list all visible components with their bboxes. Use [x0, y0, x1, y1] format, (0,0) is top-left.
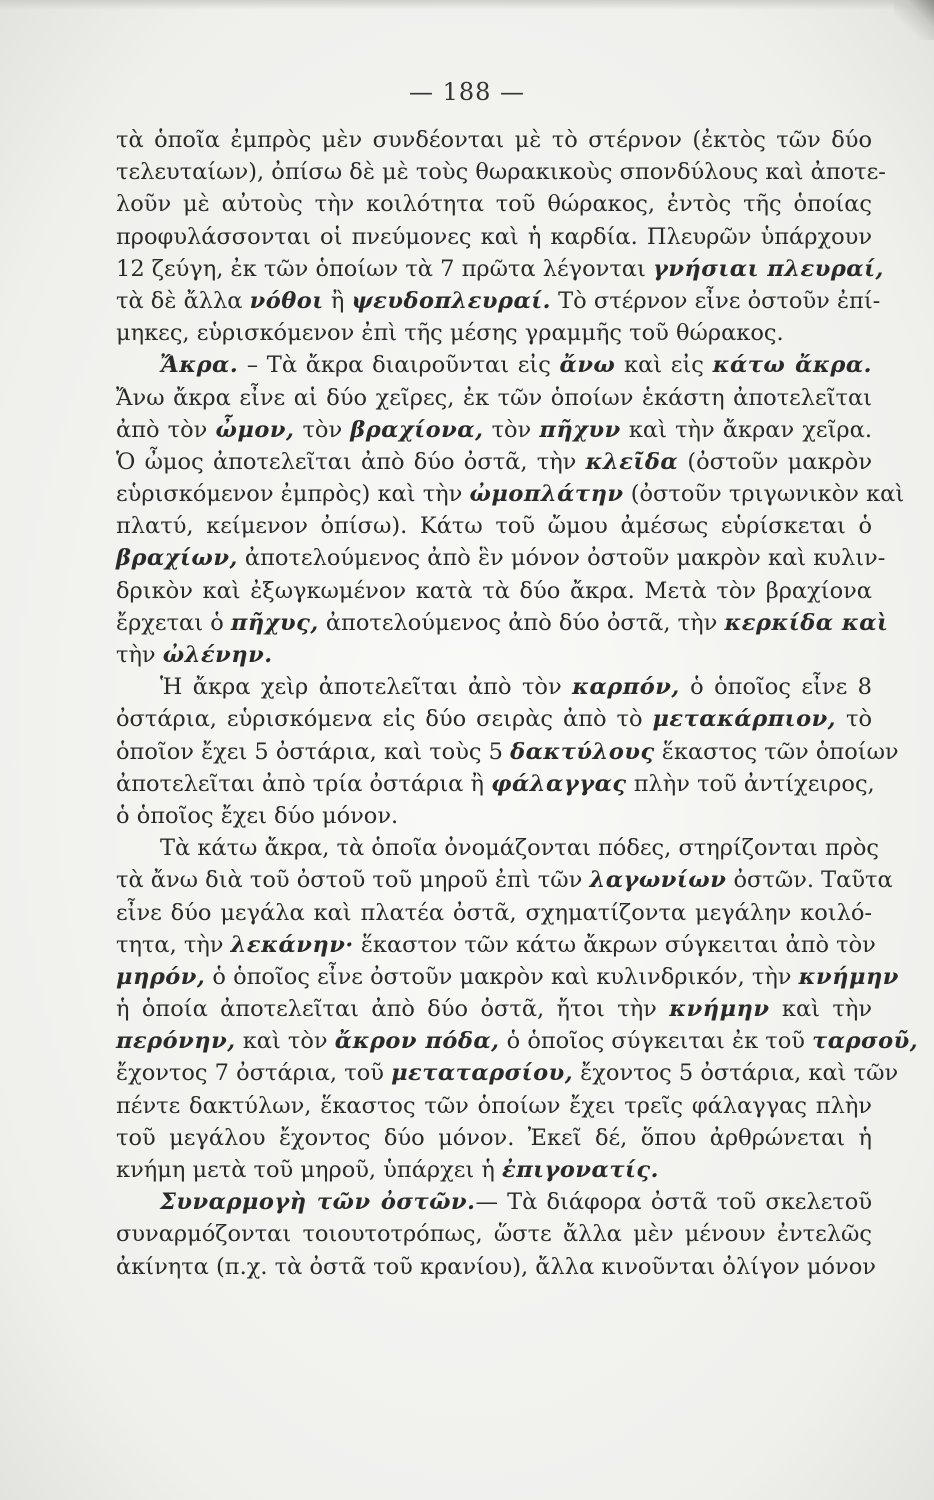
- text-run: τὸν: [483, 416, 540, 443]
- text-line: [116, 253, 884, 285]
- text-run: ὁποῖον ἔχει 5 ὀστάρια, καὶ τοὺς 5: [116, 738, 511, 765]
- emphasized-term: πῆχυν: [539, 416, 621, 443]
- text-line: [116, 993, 872, 1025]
- text-line: [116, 1090, 872, 1122]
- text-run: ἀπὸ τὸν: [116, 416, 216, 443]
- emphasized-term: Συναρμογὴ τῶν ὀστῶν.: [160, 1189, 476, 1216]
- text-line: [116, 478, 905, 510]
- text-run: (ὀστοῦν τριγωνικὸν καὶ: [623, 481, 905, 508]
- text-run: ἕκαστον τῶν κάτω ἄκρων σύγκειται ἀπὸ τὸν: [353, 931, 876, 958]
- text-run: τὰ ἄνω διὰ τοῦ ὀστοῦ τοῦ μηροῦ ἐπὶ τῶν: [116, 867, 590, 894]
- text-run: ὁ ὁποῖος ἔχει δύο μόνον.: [116, 802, 399, 829]
- text-run: ἡ ὁποία ἀποτελεῖται ἀπὸ δύο ὀστᾶ, ἤτοι τὴν: [116, 996, 670, 1023]
- text-run: τὸ: [836, 706, 872, 733]
- text-line: [116, 510, 872, 542]
- emphasized-term: πῆχυς,: [230, 609, 319, 636]
- text-run: ἀποτελούμενος ἀπὸ δύο ὀστᾶ, τὴν: [318, 609, 725, 636]
- page-corner-fold: [894, 0, 934, 40]
- text-run: τητα, τὴν: [116, 931, 231, 958]
- text-run: 12 ζεύγη, ἐκ τῶν ὁποίων τὰ 7 πρῶτα λέγονται: [116, 255, 653, 282]
- emphasized-term: γνήσιαι πλευραί,: [652, 255, 884, 282]
- emphasized-term: ἄκρον πόδα,: [334, 1028, 500, 1055]
- text-run: ὁ ὁποῖος εἶνε 8: [679, 674, 872, 701]
- text-run: ὁ ὁποῖος σύγκειται ἐκ τοῦ: [499, 1028, 813, 1055]
- text-line: [116, 768, 875, 800]
- text-run: προφυλάσσονται οἱ πνεύμονες καὶ ἡ καρδία. Πλευρῶν ὑπάρχουν: [116, 223, 872, 250]
- emphasized-term: ὦμον,: [215, 416, 295, 443]
- emphasized-term: φάλαγγας: [491, 770, 627, 797]
- page-number: — 188 —: [408, 78, 526, 106]
- text-line: [116, 124, 872, 156]
- body-text: [116, 124, 919, 1283]
- emphasized-term: καρπόν,: [572, 674, 680, 701]
- text-line: [116, 607, 889, 639]
- text-run: ἀποτελούμενος ἀπὸ ἓν μόνον ὀστοῦν μακρὸν καὶ κυλιν-: [237, 545, 886, 572]
- text-run: ὁ ὁποῖος εἶνε ὀστοῦν μακρὸν καὶ κυλινδρικόν, τὴν: [205, 963, 799, 990]
- text-run: τελευταίων), ὀπίσω δὲ μὲ τοὺς θωρακικοὺς σπονδύλους καὶ ἀποτε-: [116, 159, 886, 186]
- emphasized-term: λεκάνην·: [230, 931, 354, 958]
- text-line: [116, 188, 872, 220]
- text-run: Ἡ ἄκρα χεὶρ ἀποτελεῖται ἀπὸ τὸν: [160, 674, 573, 701]
- text-run: πλὴν τοῦ ἀντίχειρος,: [626, 770, 875, 797]
- emphasized-term: ψευδοπλευραί.: [351, 287, 551, 314]
- text-run: εἶνε δύο μεγάλα καὶ πλατέα ὀστᾶ, σχηματίζοντα μεγάλην κοιλό-: [116, 899, 872, 926]
- text-line: [116, 671, 872, 703]
- emphasized-term: κάτω ἄκρα.: [712, 352, 872, 379]
- text-run: ἔχοντος 5 ὀστάρια, καὶ τῶν: [573, 1060, 899, 1087]
- text-line: [116, 285, 881, 317]
- text-line: [116, 1251, 876, 1283]
- text-run: εὑρισκόμενον ἐμπρὸς) καὶ τὴν: [116, 481, 470, 508]
- text-line: [116, 961, 899, 993]
- emphasized-term: μεταταρσίου,: [391, 1060, 574, 1087]
- emphasized-term: ἐπιγονατίς.: [502, 1157, 659, 1183]
- text-run: ἕκαστος τῶν ὁποίων: [654, 738, 899, 765]
- text-run: τοῦ μεγάλου ἔχοντος δύο μόνον. Ἐκεῖ δέ, ὅπου ἀρθρώνεται ἡ: [116, 1124, 872, 1151]
- text-run: καὶ εἰς: [615, 352, 713, 379]
- emphasized-term: βραχίονα,: [350, 416, 484, 443]
- emphasized-term: περόνην,: [116, 1028, 236, 1055]
- text-run: (ὀστοῦν μακρὸν: [678, 448, 872, 475]
- emphasized-term: μηρόν,: [116, 963, 206, 990]
- text-run: – Τὰ ἄκρα διαιροῦνται εἰς: [238, 352, 560, 379]
- page-top-shadow: [0, 0, 934, 10]
- emphasized-term: κνήμην: [798, 963, 899, 990]
- text-run: λοῦν μὲ αὐτοὺς τὴν κοιλότητα τοῦ θώρακος, ἐντὸς τῆς ὁποίας: [116, 191, 872, 218]
- emphasized-term: κνήμην: [669, 996, 770, 1023]
- text-run: πέντε δακτύλων, ἕκαστος τῶν ὁποίων ἔχει τρεῖς φάλαγγας πλὴν: [116, 1092, 872, 1119]
- text-line: [116, 703, 872, 735]
- text-line: [116, 1186, 872, 1218]
- text-run: ἢ: [323, 287, 352, 314]
- text-line: [116, 736, 899, 768]
- text-line: [116, 800, 872, 832]
- text-run: Ἄνω ἄκρα εἶνε αἱ δύο χεῖρες, ἐκ τῶν ὁποίων ἑκάστη ἀποτελεῖται: [116, 384, 872, 411]
- text-line: [116, 156, 886, 188]
- emphasized-term: κερκίδα καὶ: [724, 609, 889, 636]
- text-run: μηκες, εὑρισκόμενον ἐπὶ τῆς μέσης γραμμῆς τοῦ θώρακος.: [116, 320, 784, 347]
- text-run: τὴν: [116, 642, 163, 668]
- text-run: συναρμόζονται τοιουτοτρόπως, ὥστε ἄλλα μὲν μένουν ἐντελῶς: [116, 1221, 872, 1248]
- text-run: ἔχοντος 7 ὀστάρια, τοῦ: [116, 1060, 392, 1087]
- text-line: [116, 382, 872, 414]
- text-line: [116, 897, 872, 929]
- text-run: ἀκίνητα (π.χ. τὰ ὀστᾶ τοῦ κρανίου), ἄλλα κινοῦνται ὀλίγον μόνον: [116, 1253, 876, 1280]
- emphasized-term: βραχίων,: [116, 545, 238, 572]
- text-run: Τὸ στέρνον εἶνε ὀστοῦν ἐπί-: [551, 287, 881, 314]
- emphasized-term: ἄνω: [559, 352, 616, 379]
- text-line: [116, 542, 886, 574]
- text-run: — Τὰ διάφορα ὀστᾶ τοῦ σκελετοῦ: [475, 1189, 872, 1216]
- text-line: [116, 414, 872, 446]
- emphasized-term: Ἄκρα.: [160, 352, 239, 379]
- text-run: τὰ δὲ ἄλλα: [116, 287, 250, 314]
- text-line: [116, 1154, 872, 1186]
- text-line: [116, 221, 872, 253]
- text-run: ἀποτελεῖται ἀπὸ τρία ὀστάρια ἢ: [116, 770, 492, 797]
- text-run: πλατύ, κείμενον ὀπίσω). Κάτω τοῦ ὤμου ἀμέσως εὑρίσκεται ὁ: [116, 513, 872, 540]
- emphasized-term: κλεῖδα: [585, 448, 679, 475]
- emphasized-term: μετακάρπιον,: [652, 706, 837, 733]
- text-run: καὶ τὸν: [235, 1028, 335, 1055]
- text-line: [116, 575, 872, 607]
- text-run: κνήμη μετὰ τοῦ μηροῦ, ὑπάρχει ἡ: [116, 1157, 503, 1183]
- text-run: τὸν: [294, 416, 351, 443]
- text-line: [116, 1057, 899, 1089]
- emphasized-term: νόθοι: [249, 287, 324, 314]
- text-line: [116, 832, 879, 864]
- text-line: [116, 317, 872, 349]
- text-line: [116, 1025, 919, 1057]
- text-line: [116, 929, 876, 961]
- text-run: ὀστῶν. Ταῦτα: [726, 867, 893, 894]
- text-run: ὀστάρια, εὑρισκόμενα εἰς δύο σειρὰς ἀπὸ τὸ: [116, 706, 653, 733]
- text-run: ἔρχεται ὁ: [116, 609, 231, 636]
- text-line: [116, 1218, 872, 1250]
- text-line: [116, 349, 872, 381]
- emphasized-term: ὠμοπλάτην: [469, 481, 624, 508]
- text-line: [116, 1122, 872, 1154]
- text-run: τὰ ὁποῖα ἐμπρὸς μὲν συνδέονται μὲ τὸ στέρνον (ἐκτὸς τῶν δύο: [116, 127, 872, 153]
- text-line: [116, 446, 872, 478]
- text-run: Τὰ κάτω ἄκρα, τὰ ὁποῖα ὀνομάζονται πόδες, στηρίζονται πρὸς: [160, 835, 879, 862]
- text-run: Ὁ ὦμος ἀποτελεῖται ἀπὸ δύο ὀστᾶ, τὴν: [116, 448, 586, 475]
- text-run: καὶ τὴν ἄκραν χεῖρα.: [620, 416, 872, 443]
- emphasized-term: ὠλένην.: [162, 642, 273, 668]
- emphasized-term: δακτύλους: [510, 738, 655, 765]
- text-run: καὶ τὴν: [769, 996, 872, 1023]
- emphasized-term: λαγωνίων: [589, 867, 727, 894]
- emphasized-term: ταρσοῦ,: [812, 1028, 919, 1055]
- text-line: [116, 864, 893, 896]
- text-run: δρικὸν καὶ ἐξωγκωμένον κατὰ τὰ δύο ἄκρα. Μετὰ τὸν βραχίονα: [116, 577, 872, 604]
- text-line: [116, 639, 872, 671]
